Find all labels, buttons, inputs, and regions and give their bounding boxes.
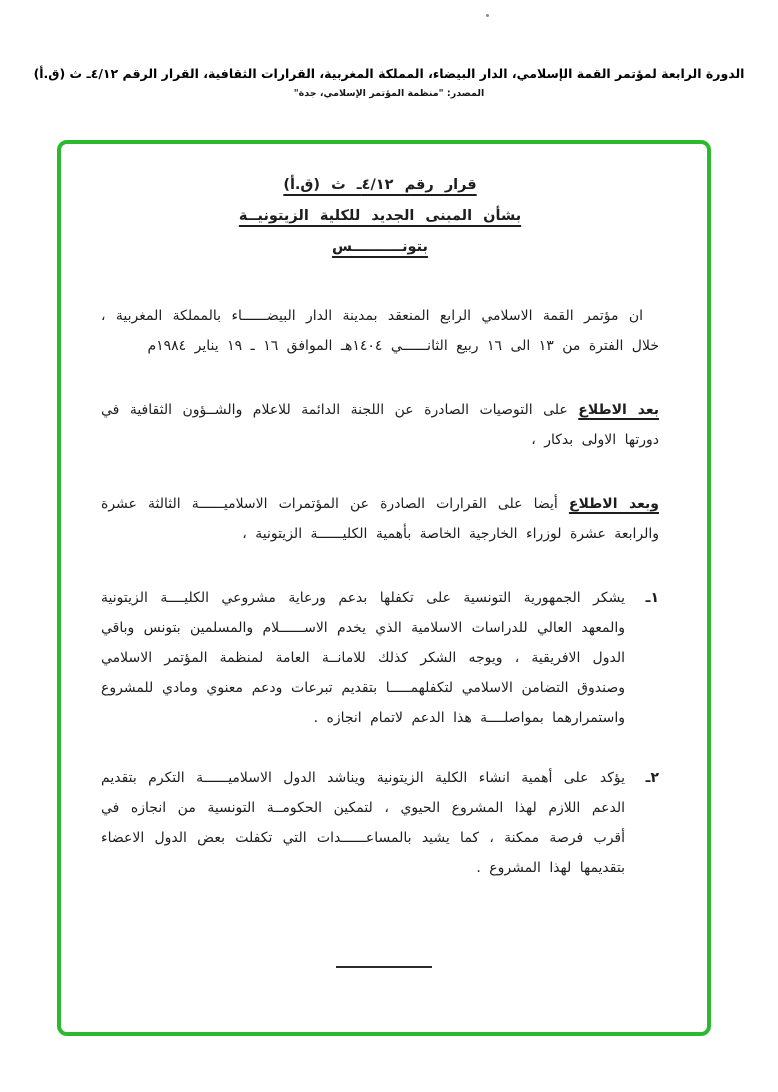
citation-title: الدورة الرابعة لمؤتمر القمة الإسلامي، الدار البيضاء، المملكة المغربية، القرارات الثقافية، القرار الرقم ٤/١٢ـ ث (ق.أ) bbox=[33, 66, 745, 81]
scan-artifact-dot bbox=[486, 14, 489, 17]
citation-header bbox=[30, 66, 748, 99]
item-text-1: يشكر الجمهورية التونسية على تكفلها بدعم ورعاية مشروعي الكليــــة الزيتونية والمعهد العالي للدراسات الاسلامية الذي يخدم الاســــــلام والمسلمين بتونس وباقي الدول الافريقية ، ويوجه الشكر كذلك للامانــة العامة لمنظمة المؤتمر الاسلامي وصندوق التضامن الاسلامي لتكفلهمـــــا بتقديم تبرعات ودعم معنوي ومادي للمشروع واستمرارهما بمواصلــــة هذا الدعم لاتمام انجازه . bbox=[101, 590, 625, 726]
clause-paragraph-1 bbox=[101, 395, 659, 455]
item-number-1: ١ـ bbox=[645, 590, 659, 606]
preamble-paragraph: ان مؤتمر القمة الاسلامي الرابع المنعقد بمدينة الدار البيضــــــاء بالمملكة المغربية ، خلال الفترة من ١٣ الى ١٦ ربيع الثانــــــي ١٤٠٤هـ الموافق ١٦ ـ ١٩ يناير ١٩٨٤م bbox=[101, 308, 659, 354]
item-number-2: ٢ـ bbox=[645, 770, 659, 786]
resolution-title-block bbox=[101, 170, 659, 263]
item-text-2: يؤكد على أهمية انشاء الكلية الزيتونية ويناشد الدول الاسلاميــــــة التكرم بتقديم الدعم اللازم لهذا المشروع الحيوي ، لتمكين الحكومــة التونسية من انجازه في أقرب فرصة ممكنة ، كما يشيد بالمساعــــــدات التي تكفلت بعض الدول الاعضاء بتقديمها لهذا المشروع . bbox=[101, 770, 625, 876]
resolution-place-line: بتونــــــــــس bbox=[332, 239, 428, 255]
clause-lead-1: بعد الاطلاع bbox=[578, 402, 659, 418]
resolution-item-2 bbox=[101, 763, 659, 883]
resolution-number-line: قرار رقم ٤/١٢ـ ث (ق.أ) bbox=[283, 177, 477, 193]
resolution-item-1 bbox=[101, 583, 659, 733]
resolution-document bbox=[61, 144, 707, 1032]
citation-source: المصدر: "منظمة المؤتمر الإسلامي، جدة" bbox=[293, 88, 485, 99]
resolution-subject-line: بشأن المبنى الجديد للكلية الزيتونيــة bbox=[238, 208, 522, 224]
clause-text-1: على التوصيات الصادرة عن اللجنة الدائمة للاعلام والشــؤون الثقافية في دورتها الاولى بدكار ، bbox=[101, 402, 659, 448]
clause-text-2: أيضا على القرارات الصادرة عن المؤتمرات الاسلاميــــــة الثالثة عشرة والرابعة عشرة لوزراء الخارجية الخاصة بأهمية الكليــــــة الزيتونية ، bbox=[101, 496, 659, 542]
end-divider bbox=[336, 966, 432, 968]
clause-paragraph-2 bbox=[101, 489, 659, 549]
clause-lead-2: وبعد الاطلاع bbox=[568, 496, 659, 512]
green-scan-frame bbox=[57, 140, 711, 1036]
